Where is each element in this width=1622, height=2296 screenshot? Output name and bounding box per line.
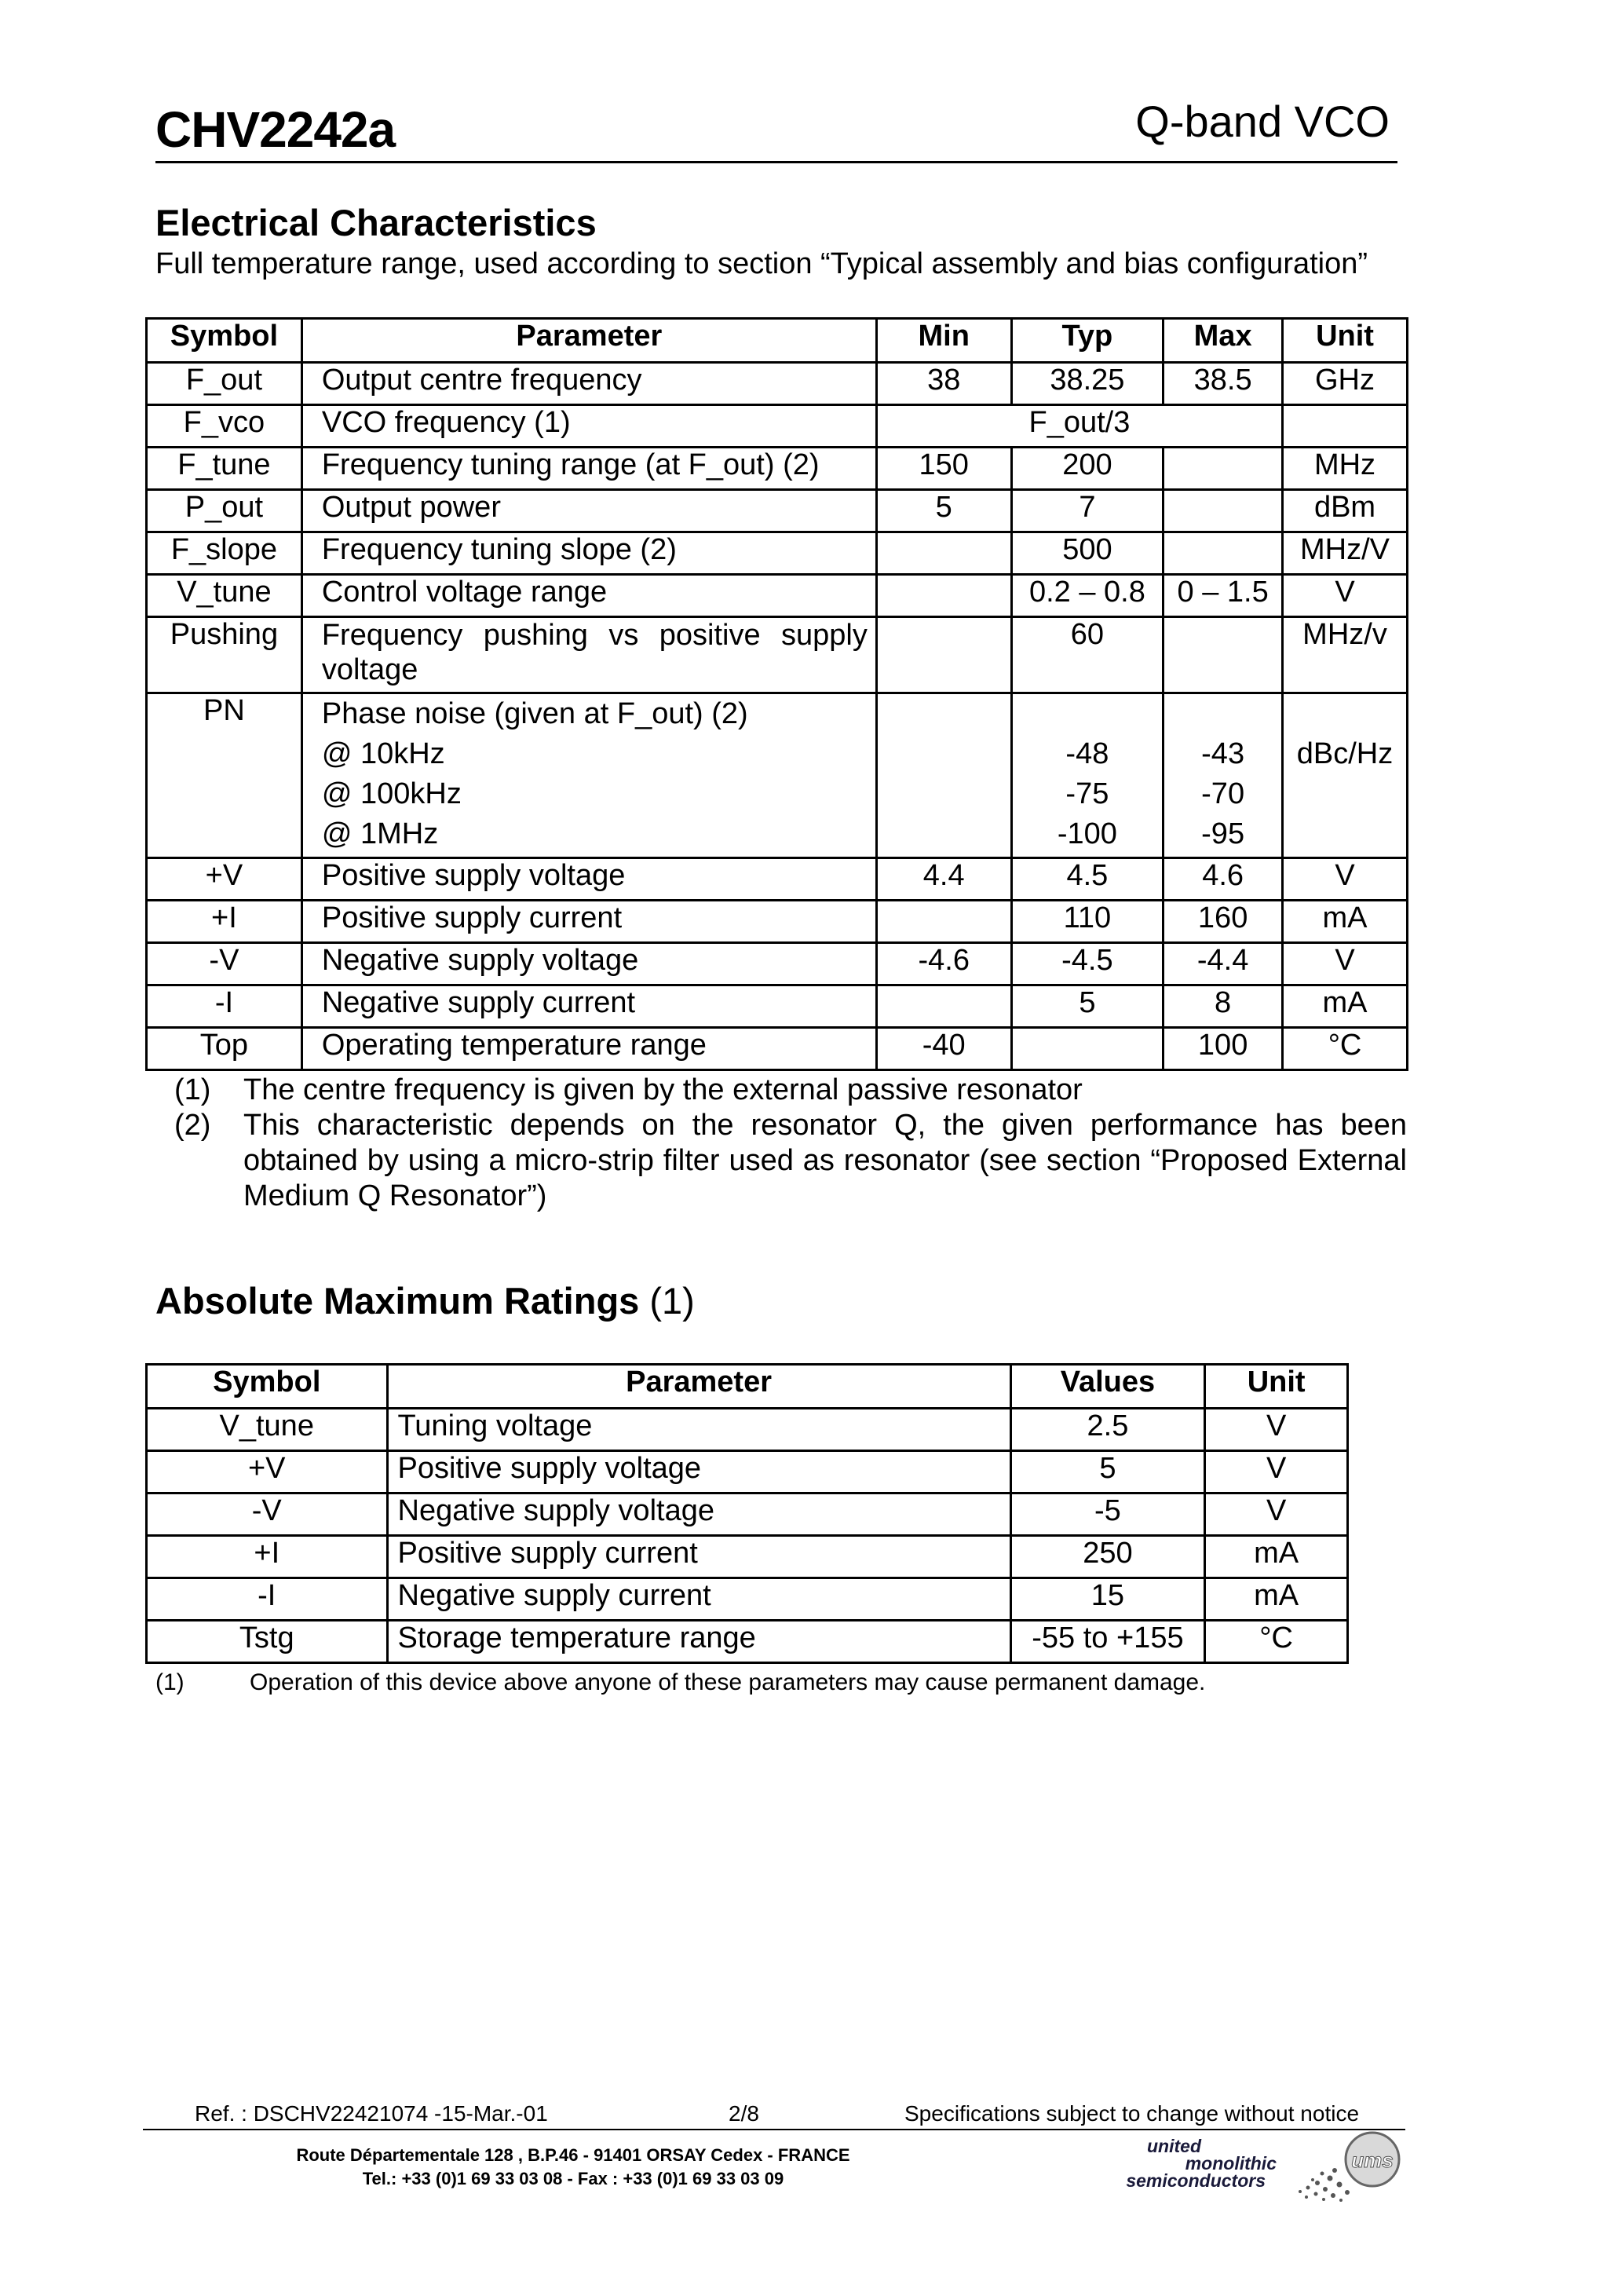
unit-cell: V [1205, 1409, 1348, 1451]
max-cell [1164, 693, 1283, 858]
footer-phone: Tel.: +33 (0)1 69 33 03 08 - Fax : +33 (0)1 69 33 03 09 [362, 2169, 784, 2188]
symbol-cell: V_tune [147, 1409, 388, 1451]
unit-cell: GHz [1283, 363, 1408, 405]
absolute-title [155, 1279, 695, 1322]
table-row [147, 532, 1408, 575]
unit-cell: MHz/V [1283, 532, 1408, 575]
pn-max-value: -70 [1201, 777, 1245, 810]
electrical-table [145, 317, 1408, 1071]
table-row [147, 575, 1408, 617]
table-row [147, 363, 1408, 405]
logo-line: united [1147, 2136, 1201, 2156]
pn-offset-label: @ 100kHz [321, 777, 462, 810]
max-cell [1164, 617, 1283, 693]
max-cell: -4.4 [1164, 943, 1283, 985]
table-row [147, 1621, 1348, 1663]
unit-cell [1283, 693, 1408, 858]
min-cell: -40 [876, 1028, 1011, 1070]
typ-cell [1011, 693, 1164, 858]
table-row [147, 901, 1408, 943]
typ-cell: 5 [1011, 985, 1164, 1028]
footer-address: Route Départementale 128 , B.P.46 - 91401 ORSAY Cedex - FRANCE [296, 2145, 850, 2165]
max-cell [1164, 448, 1283, 490]
typ-cell: 4.5 [1011, 858, 1164, 901]
footer-notice: Specifications subject to change without notice [904, 2101, 1360, 2126]
footer-address-block [236, 2144, 911, 2191]
typ-cell: -4.5 [1011, 943, 1164, 985]
min-cell [876, 532, 1011, 575]
logo-mark-text: ums [1351, 2148, 1394, 2172]
note-text: This characteristic depends on the resonator Q, the given performance has been obtained by using a micro-strip filter used as resonator (see section “Proposed External Medium Q Resonator”) [243, 1109, 1407, 1212]
pn-max-value: -43 [1201, 737, 1245, 770]
note-number: (1) [155, 1669, 184, 1695]
symbol-cell: F_vco [147, 405, 302, 448]
unit-cell: mA [1205, 1536, 1348, 1578]
typ-cell: 38.25 [1011, 363, 1164, 405]
typ-cell: 0.2 – 0.8 [1011, 575, 1164, 617]
footer-page: 2/8 [729, 2101, 759, 2126]
electrical-notes [174, 1073, 1407, 1214]
table-row [147, 448, 1408, 490]
min-cell: -4.6 [876, 943, 1011, 985]
table-row [147, 985, 1408, 1028]
max-cell: 100 [1164, 1028, 1283, 1070]
unit-cell: dBm [1283, 490, 1408, 532]
absolute-title-suffix: (1) [649, 1280, 695, 1322]
parameter-cell: Control voltage range [301, 575, 876, 617]
parameter-cell: Positive supply current [301, 901, 876, 943]
max-cell [1164, 490, 1283, 532]
parameter-cell: Positive supply current [387, 1536, 1010, 1578]
symbol-cell: PN [147, 693, 302, 858]
symbol-cell: Pushing [147, 617, 302, 693]
col-typ: Typ [1011, 319, 1164, 363]
symbol-cell: Top [147, 1028, 302, 1070]
col-parameter: Parameter [387, 1365, 1010, 1409]
table-row [147, 858, 1408, 901]
parameter-cell: VCO frequency (1) [301, 405, 876, 448]
table-row [147, 490, 1408, 532]
value-cell: 15 [1010, 1578, 1205, 1621]
col-symbol: Symbol [147, 319, 302, 363]
note [174, 1108, 1407, 1214]
table-row [147, 405, 1408, 448]
table-row [147, 617, 1408, 693]
parameter-cell: Output power [301, 490, 876, 532]
parameter-cell: Storage temperature range [387, 1621, 1010, 1663]
parameter-cell [301, 693, 876, 858]
unit-cell: mA [1205, 1578, 1348, 1621]
typ-cell: 60 [1011, 617, 1164, 693]
logo-line: monolithic [1185, 2153, 1277, 2174]
pn-unit: dBc/Hz [1296, 737, 1394, 770]
col-parameter: Parameter [301, 319, 876, 363]
value-cell: 2.5 [1010, 1409, 1205, 1451]
pn-offset-label: @ 1MHz [321, 817, 439, 850]
min-cell [876, 575, 1011, 617]
unit-cell: mA [1283, 901, 1408, 943]
footer-rule [143, 2129, 1405, 2130]
pn-typ-value: -75 [1065, 777, 1109, 810]
max-cell: 4.6 [1164, 858, 1283, 901]
typ-cell: 110 [1011, 901, 1164, 943]
col-max: Max [1164, 319, 1283, 363]
unit-cell: V [1205, 1493, 1348, 1536]
part-number: CHV2242a [155, 101, 396, 158]
table-row [147, 1028, 1408, 1070]
typ-cell [1011, 1028, 1164, 1070]
table-row [147, 1451, 1348, 1493]
logo-line: semiconductors [1126, 2170, 1266, 2191]
typ-cell: 500 [1011, 532, 1164, 575]
value-cell: 250 [1010, 1536, 1205, 1578]
unit-cell: V [1283, 575, 1408, 617]
symbol-cell: P_out [147, 490, 302, 532]
electrical-title: Electrical Characteristics [155, 202, 597, 243]
unit-cell: MHz [1283, 448, 1408, 490]
max-cell: 0 – 1.5 [1164, 575, 1283, 617]
pn-typ-value: -48 [1065, 737, 1109, 770]
symbol-cell: -V [147, 943, 302, 985]
pn-max-value: -95 [1201, 817, 1245, 850]
pn-offset-label: @ 10kHz [321, 737, 445, 770]
symbol-cell: +V [147, 858, 302, 901]
footer-ref: Ref. : DSCHV22421074 -15-Mar.-01 [195, 2101, 548, 2126]
parameter-line: Phase noise (given at F_out) (2) [321, 697, 748, 730]
unit-cell: V [1283, 943, 1408, 985]
note [174, 1073, 1407, 1108]
unit-cell: mA [1283, 985, 1408, 1028]
ums-logo-icon [1284, 2125, 1410, 2206]
table-row [147, 943, 1408, 985]
parameter-line: voltage [321, 653, 418, 686]
max-cell: 8 [1164, 985, 1283, 1028]
doc-title: Q-band VCO [1135, 97, 1390, 146]
parameter-cell: Frequency tuning slope (2) [301, 532, 876, 575]
typ-cell: 7 [1011, 490, 1164, 532]
value-cell: -5 [1010, 1493, 1205, 1536]
symbol-cell: -I [147, 1578, 388, 1621]
symbol-cell: -V [147, 1493, 388, 1536]
table-row [147, 1493, 1348, 1536]
symbol-cell: -I [147, 985, 302, 1028]
absolute-note [155, 1669, 1205, 1696]
table-row [147, 1578, 1348, 1621]
symbol-cell: F_slope [147, 532, 302, 575]
parameter-cell: Tuning voltage [387, 1409, 1010, 1451]
unit-cell: V [1283, 858, 1408, 901]
max-cell [1164, 532, 1283, 575]
min-cell: 5 [876, 490, 1011, 532]
symbol-cell: +V [147, 1451, 388, 1493]
col-unit: Unit [1283, 319, 1408, 363]
min-cell: 4.4 [876, 858, 1011, 901]
min-cell [876, 901, 1011, 943]
note-number: (1) [174, 1073, 211, 1106]
min-cell [876, 985, 1011, 1028]
min-cell [876, 617, 1011, 693]
typ-cell: 200 [1011, 448, 1164, 490]
unit-cell [1283, 405, 1408, 448]
col-values: Values [1010, 1365, 1205, 1409]
note-text: The centre frequency is given by the external passive resonator [243, 1073, 1083, 1106]
value-cell: -55 to +155 [1010, 1621, 1205, 1663]
note-number: (2) [174, 1109, 211, 1142]
symbol-cell: F_tune [147, 448, 302, 490]
unit-cell: °C [1283, 1028, 1408, 1070]
symbol-cell: +I [147, 901, 302, 943]
header-rule [155, 161, 1397, 163]
company-logo [1052, 2137, 1288, 2189]
parameter-cell: Negative supply current [387, 1578, 1010, 1621]
symbol-cell: V_tune [147, 575, 302, 617]
max-cell: 160 [1164, 901, 1283, 943]
max-cell: 38.5 [1164, 363, 1283, 405]
parameter-cell: Positive supply voltage [387, 1451, 1010, 1493]
absolute-title-text: Absolute Maximum Ratings [155, 1280, 640, 1322]
value-cell: 5 [1010, 1451, 1205, 1493]
parameter-cell: Negative supply voltage [301, 943, 876, 985]
unit-cell: MHz/v [1283, 617, 1408, 693]
col-unit: Unit [1205, 1365, 1348, 1409]
unit-cell: V [1205, 1451, 1348, 1493]
table-row [147, 1409, 1348, 1451]
parameter-cell: Output centre frequency [301, 363, 876, 405]
electrical-subtitle: Full temperature range, used according to section “Typical assembly and bias configuration” [155, 247, 1368, 280]
col-min: Min [876, 319, 1011, 363]
min-cell [876, 693, 1011, 858]
note-text: Operation of this device above anyone of these parameters may cause permanent damage. [250, 1669, 1206, 1695]
unit-cell: °C [1205, 1621, 1348, 1663]
parameter-cell [301, 617, 876, 693]
absolute-table [145, 1363, 1349, 1664]
span-cell: F_out/3 [876, 405, 1282, 448]
min-cell: 38 [876, 363, 1011, 405]
table-row [147, 693, 1408, 858]
parameter-cell: Frequency tuning range (at F_out) (2) [301, 448, 876, 490]
parameter-cell: Operating temperature range [301, 1028, 876, 1070]
col-symbol: Symbol [147, 1365, 388, 1409]
table-row [147, 1536, 1348, 1578]
symbol-cell: +I [147, 1536, 388, 1578]
parameter-cell: Negative supply current [301, 985, 876, 1028]
parameter-line: Frequency pushing vs positive supply [321, 619, 868, 652]
symbol-cell: F_out [147, 363, 302, 405]
min-cell: 150 [876, 448, 1011, 490]
parameter-cell: Positive supply voltage [301, 858, 876, 901]
parameter-cell: Negative supply voltage [387, 1493, 1010, 1536]
symbol-cell: Tstg [147, 1621, 388, 1663]
pn-typ-value: -100 [1057, 817, 1117, 850]
